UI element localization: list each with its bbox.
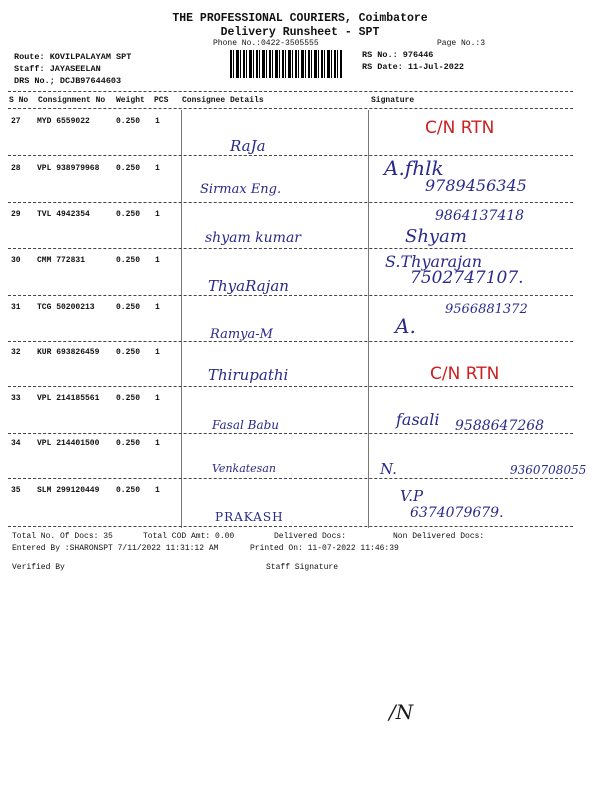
row-pcs: 1 [155, 256, 160, 265]
divider [8, 386, 573, 387]
row-sno: 28 [11, 164, 21, 173]
signature-phone: 9588647268 [455, 418, 545, 434]
col-pcs: PCS [154, 96, 169, 105]
signature-phone: 9864137418 [435, 208, 525, 224]
row-sno: 34 [11, 439, 21, 448]
consignee-name: Fasal Babu [212, 418, 280, 432]
signature: Shyam [405, 226, 467, 247]
row-consignment: VPL 214185561 [37, 394, 100, 403]
signature-phone: 9360708055 [510, 463, 587, 477]
row-weight: 0.250 [116, 210, 141, 219]
row-pcs: 1 [155, 439, 160, 448]
row-weight: 0.250 [116, 303, 141, 312]
row-weight: 0.250 [116, 117, 141, 126]
col-signature: Signature [371, 96, 415, 105]
divider [8, 478, 573, 479]
row-sno: 32 [11, 348, 21, 357]
col-weight: Weight [116, 96, 145, 105]
entered-by: Entered By :SHARONSPT 7/11/2022 11:31:12 AM [12, 544, 219, 553]
document-subtitle: Delivery Runsheet - SPT [220, 26, 380, 39]
col-sno: S No [9, 96, 29, 105]
status-stamp: C/N RTN [430, 364, 500, 384]
row-pcs: 1 [155, 394, 160, 403]
row-consignment: TVL 4942354 [37, 210, 90, 219]
phone-number: Phone No.:0422-3505555 [213, 39, 319, 48]
signature-phone: 7502747107. [410, 268, 524, 288]
row-weight: 0.250 [116, 348, 141, 357]
rs-number: RS No.: 976446 [362, 50, 434, 60]
consignee-name: Venkatesan [212, 462, 276, 475]
divider [8, 433, 573, 434]
signature: A.fhlk [384, 156, 444, 180]
row-pcs: 1 [155, 486, 160, 495]
row-pcs: 1 [155, 117, 160, 126]
consignee-name: Ramya-M [210, 327, 273, 342]
divider [8, 155, 573, 156]
staff-signature: Staff Signature [266, 563, 339, 572]
divider [8, 108, 573, 109]
signature-phone: 6374079679. [410, 505, 504, 521]
row-weight: 0.250 [116, 164, 141, 173]
divider [8, 295, 573, 296]
signature: N. [380, 460, 397, 478]
divider [8, 526, 573, 527]
col-consignment: Consignment No [38, 96, 106, 105]
row-sno: 29 [11, 210, 21, 219]
divider [8, 91, 573, 92]
row-consignment: SLM 299120449 [37, 486, 100, 495]
row-weight: 0.250 [116, 394, 141, 403]
rs-date: RS Date: 11-Jul-2022 [362, 62, 465, 72]
page-number: Page No.:3 [437, 39, 486, 48]
barcode-icon [230, 50, 342, 78]
verified-by: Verified By [12, 563, 65, 572]
status-stamp: C/N RTN [425, 118, 495, 138]
non-delivered-docs: Non Delivered Docs: [393, 532, 485, 541]
row-weight: 0.250 [116, 439, 141, 448]
column-line [368, 110, 369, 528]
row-sno: 31 [11, 303, 21, 312]
row-pcs: 1 [155, 348, 160, 357]
row-consignment: VPL 214401500 [37, 439, 100, 448]
row-consignment: TCG 50200213 [37, 303, 95, 312]
row-weight: 0.250 [116, 486, 141, 495]
row-pcs: 1 [155, 210, 160, 219]
row-consignment: VPL 938979968 [37, 164, 100, 173]
signature: S.Thyarajan [385, 252, 483, 271]
company-title: THE PROFESSIONAL COURIERS, Coimbatore [172, 12, 428, 25]
total-docs: Total No. Of Docs: 35 [12, 532, 113, 541]
row-sno: 35 [11, 486, 21, 495]
column-line [181, 110, 182, 528]
signature: V.P [400, 487, 424, 505]
delivered-docs: Delivered Docs: [274, 532, 347, 541]
row-pcs: 1 [155, 164, 160, 173]
row-sno: 33 [11, 394, 21, 403]
col-consignee-details: Consignee Details [182, 96, 264, 105]
divider [8, 202, 573, 203]
consignee-name: ThyaRajan [208, 277, 289, 295]
signature: A. [395, 314, 416, 338]
total-cod: Total COD Amt: 0.00 [143, 532, 235, 541]
consignee-name: Sirmax Eng. [200, 182, 282, 197]
signature-phone: 9566881372 [445, 302, 528, 317]
consignee-name: PRAKASH [215, 510, 284, 524]
consignee-name: shyam kumar [205, 230, 301, 246]
row-weight: 0.250 [116, 256, 141, 265]
row-consignment: MYD 6559022 [37, 117, 90, 126]
route-label: Route: KOVILPALAYAM SPT [14, 52, 132, 62]
handwritten-mark: /N [389, 700, 414, 724]
row-sno: 27 [11, 117, 21, 126]
row-pcs: 1 [155, 303, 160, 312]
row-consignment: KUR 693826459 [37, 348, 100, 357]
consignee-name: Thirupathi [208, 366, 289, 384]
row-consignment: CMM 772831 [37, 256, 86, 265]
staff-label: Staff: JAYASEELAN [14, 64, 101, 74]
row-sno: 30 [11, 256, 21, 265]
signature-phone: 9789456345 [425, 176, 527, 195]
consignee-name: RaJa [230, 137, 266, 155]
drs-number: DRS No.; DCJB97644603 [14, 76, 122, 86]
divider [8, 341, 573, 342]
printed-on: Printed On: 11-07-2022 11:46:39 [250, 544, 399, 553]
signature: fasali [396, 410, 440, 429]
divider [8, 248, 573, 249]
